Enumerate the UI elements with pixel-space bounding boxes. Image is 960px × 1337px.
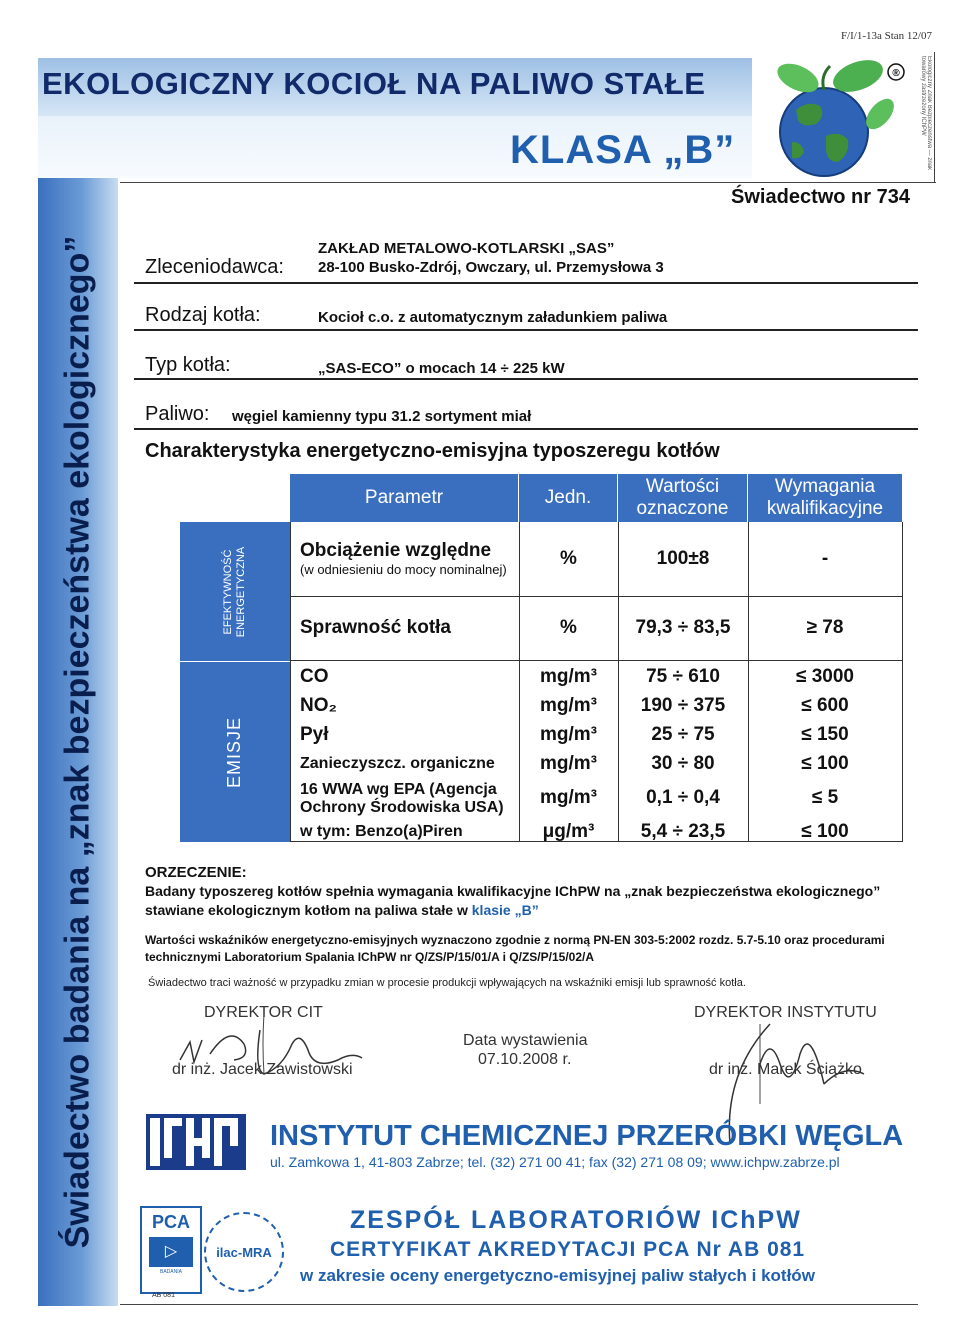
left-signatory-name: dr inż. Jacek Zawistowski: [172, 1061, 353, 1078]
verdict-class: klasie „B”: [471, 902, 539, 918]
row-bap-param: w tym: Benzo(a)Piren: [300, 823, 463, 840]
row-wwa-measured: 0,1 ÷ 0,4: [646, 787, 720, 808]
row-dust-required: ≤ 150: [801, 724, 849, 745]
header-underline: [120, 182, 936, 183]
boiler-type-label: Typ kotła:: [145, 354, 231, 376]
verdict-heading: ORZECZENIE:: [145, 864, 247, 881]
row-no2-unit: mg/m³: [540, 695, 597, 716]
ilac-logo: ilac-MRA: [204, 1212, 284, 1292]
method-text: Wartości wskaźników energetyczno-emisyjnych wyznaczono zgodnie z normą PN-EN 303-5:2002 rozdz. 5.7-5.10 oraz procedurami technicznymi Laboratorium Spalania IChPW nr Q/ZS/P/15/01/A i Q/ZS/P/15/02/A: [145, 933, 885, 964]
header-param: Parametr: [290, 474, 519, 522]
row-load-unit: %: [560, 548, 577, 569]
row-co-measured: 75 ÷ 610: [646, 666, 720, 687]
eco-globe-logo: [756, 54, 918, 184]
row-no2-required: ≤ 600: [801, 695, 849, 716]
row-co-param: CO: [300, 666, 329, 687]
client-rule: [134, 282, 918, 284]
row-load-param: Obciążenie względne (w odniesieniu do mocy nominalnej): [300, 540, 507, 577]
row-line-2: [290, 660, 902, 661]
row-wwa-required: ≤ 5: [811, 787, 839, 808]
row-wwa-param: 16 WWA wg EPA (Agencja Ochrony Środowiska USA): [300, 781, 504, 816]
side-note: Ekologiczny Znak Bezpieczeństwa — znak towarowy zastrzeżony IChPW: [920, 56, 932, 171]
verdict-text: Badany typoszereg kotłów spełnia wymagania kwalifikacyjne IChPW na „znak bezpieczeństwa ekologicznego” stawiane ekologicznym kotłom na paliwa stałe w klasie „B”: [145, 883, 881, 918]
client-address: 28-100 Busko-Zdrój, Owczary, ul. Przemysłowa 3: [318, 259, 664, 276]
boiler-kind-label: Rodzaj kotła:: [145, 304, 261, 326]
pca-logo: PCA ▷ BADANIA: [140, 1206, 202, 1294]
institute-address: ul. Zamkowa 1, 41-803 Zabrze; tel. (32) 271 00 41; fax (32) 271 08 09; www.ichpw.zabrze.pl: [270, 1154, 840, 1170]
row-bap-unit: μg/m³: [542, 821, 595, 842]
row-dust-param: Pył: [300, 724, 329, 745]
certificate-number: Świadectwo nr 734: [731, 186, 910, 208]
emission-params: [300, 662, 515, 846]
emission-table: [180, 474, 902, 842]
main-title: EKOLOGICZNY KOCIOŁ NA PALIWO STAŁE: [42, 66, 706, 101]
right-signatory-title: DYREKTOR INSTYTUTU: [694, 1004, 877, 1021]
pca-code: AB 081: [152, 1292, 175, 1299]
right-signatory-name: dr inż. Marek Ściążko: [709, 1061, 862, 1078]
date-value: 07.10.2008 r.: [478, 1051, 572, 1068]
institute-name: INSTYTUT CHEMICZNEJ PRZERÓBKI WĘGLA: [270, 1120, 904, 1152]
fuel-label: Paliwo:: [145, 403, 210, 425]
document-code: F/I/1-13a Stan 12/07: [840, 30, 932, 42]
emission-required: [748, 662, 902, 846]
row-dust-measured: 25 ÷ 75: [651, 724, 715, 745]
ichpw-logo-icon: [146, 1114, 246, 1170]
footer-rule: [120, 1304, 918, 1305]
fuel-value: węgiel kamienny typu 31.2 sortyment miał: [232, 408, 532, 425]
accreditation-scope: w zakresie oceny energetyczno-emisyjnej paliw stałych i kotłów: [300, 1266, 815, 1285]
accreditation-certificate: CERTYFIKAT AKREDYTACJI PCA Nr AB 081: [330, 1238, 806, 1261]
ichpw-logo: [146, 1114, 246, 1170]
row-co-required: ≤ 3000: [796, 666, 854, 687]
pca-triangle-icon: ▷: [149, 1237, 193, 1267]
boiler-type-value: „SAS-ECO” o mocach 14 ÷ 225 kW: [318, 360, 565, 377]
section-title: Charakterystyka energetyczno-emisyjna typoszeregu kotłów: [145, 440, 720, 462]
side-band-text: Świadectwo badania na „znak bezpieczeństwa ekologicznego”: [58, 235, 97, 1249]
emission-units: [519, 662, 618, 846]
group-efficiency: EFEKTYWNOŚĆ ENERGETYCZNA: [180, 522, 290, 662]
row-efficiency-required: ≥ 78: [806, 617, 844, 638]
date-label: Data wystawienia: [463, 1032, 588, 1049]
row-organic-measured: 30 ÷ 80: [651, 753, 715, 774]
row-load-required: -: [821, 548, 829, 569]
row-no2-param: NO₂: [300, 695, 337, 716]
group-emissions: EMISJE: [180, 662, 290, 842]
validity-note: Świadectwo traci ważność w przypadku zmian w procesie produkcji wpływających na wskaźniki emisji lub sprawność kotła.: [148, 977, 746, 989]
row-no2-measured: 190 ÷ 375: [640, 695, 726, 716]
boiler-type-rule: [134, 378, 918, 380]
row-bap-measured: 5,4 ÷ 23,5: [640, 821, 726, 842]
header-required: Wymagania kwalifikacyjne: [748, 474, 902, 522]
row-organic-unit: mg/m³: [540, 753, 597, 774]
client-name: ZAKŁAD METALOWO-KOTLARSKI „SAS”: [318, 240, 615, 257]
client-label: Zleceniodawca:: [145, 256, 284, 278]
class-title: KLASA „B”: [510, 128, 736, 172]
row-efficiency-unit: %: [560, 617, 577, 638]
row-wwa-unit: mg/m³: [540, 787, 597, 808]
row-organic-required: ≤ 100: [801, 753, 849, 774]
row-organic-param: Zanieczyszcz. organiczne: [300, 755, 495, 772]
row-dust-unit: mg/m³: [540, 724, 597, 745]
lab-title: ZESPÓŁ LABORATORIÓW IChPW: [350, 1206, 802, 1234]
row-load-measured: 100±8: [656, 548, 710, 569]
logo-border-right: [934, 52, 935, 182]
globe-leaf-icon: [756, 54, 918, 184]
header-unit: Jedn.: [519, 474, 618, 522]
boiler-kind-rule: [134, 329, 918, 331]
left-signatory-title: DYREKTOR CIT: [204, 1004, 323, 1021]
boiler-kind-value: Kocioł c.o. z automatycznym załadunkiem paliwa: [318, 309, 668, 326]
registered-mark: ®: [892, 68, 900, 79]
row-efficiency-param: Sprawność kotła: [300, 617, 451, 638]
row-bap-required: ≤ 100: [801, 821, 849, 842]
emission-measured: [618, 662, 748, 846]
header-measured: Wartości oznaczone: [618, 474, 748, 522]
fuel-rule: [134, 428, 918, 430]
row-co-unit: mg/m³: [540, 666, 597, 687]
row-efficiency-measured: 79,3 ÷ 83,5: [635, 617, 731, 638]
